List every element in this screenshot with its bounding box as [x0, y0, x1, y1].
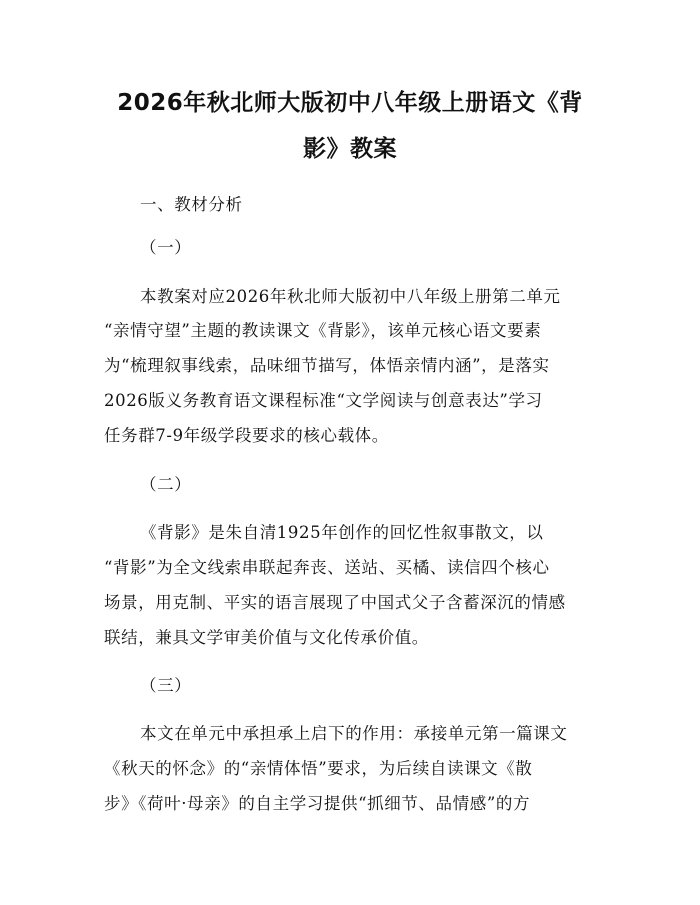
paragraph-line: “亲情守望”主题的教读课文《背影》，该单元核心语文要素 — [104, 321, 542, 340]
paragraph-line: 《背影》是朱自清1925年创作的回忆性叙事散文，以 — [140, 523, 544, 542]
paragraph-line: 步》《荷叶·母亲》的自主学习提供“抓细节、品情感”的方 — [104, 794, 531, 813]
subsection-marker-2: （二） — [140, 475, 192, 494]
paragraph-line: 《秋天的怀念》的“亲情体悟”要求，为后续自读课文《散 — [104, 759, 533, 778]
section-heading-textbook-analysis: 一、教材分析 — [140, 195, 243, 214]
paragraph-line: 任务群7-9年级学段要求的核心载体。 — [104, 426, 389, 445]
paragraph-line: 本教案对应2026年秋北师大版初中八年级上册第二单元 — [140, 287, 561, 306]
paragraph-line: 为“梳理叙事线索，品味细节描写，体悟亲情内涵”，是落实 — [104, 356, 550, 375]
subsection-marker-1: （一） — [140, 238, 192, 257]
paragraph-line: 2026版义务教育语文课程标准“文学阅读与创意表达”学习 — [104, 391, 543, 410]
paragraph-line: 本文在单元中承担承上启下的作用：承接单元第一篇课文 — [140, 724, 568, 743]
document-title-line-1: 2026年秋北师大版初中八年级上册语文《背 — [117, 90, 583, 116]
paragraph-line: “背影”为全文线索串联起奔丧、送站、买橘、读信四个核心 — [104, 558, 550, 577]
document-title-line-2: 影》教案 — [303, 136, 397, 162]
paragraph-line: 场景，用克制、平实的语言展现了中国式父子含蓄深沉的情感 — [104, 593, 566, 612]
paragraph-line: 联结，兼具文学审美价值与文化传承价值。 — [104, 628, 429, 647]
subsection-marker-3: （三） — [140, 676, 192, 695]
